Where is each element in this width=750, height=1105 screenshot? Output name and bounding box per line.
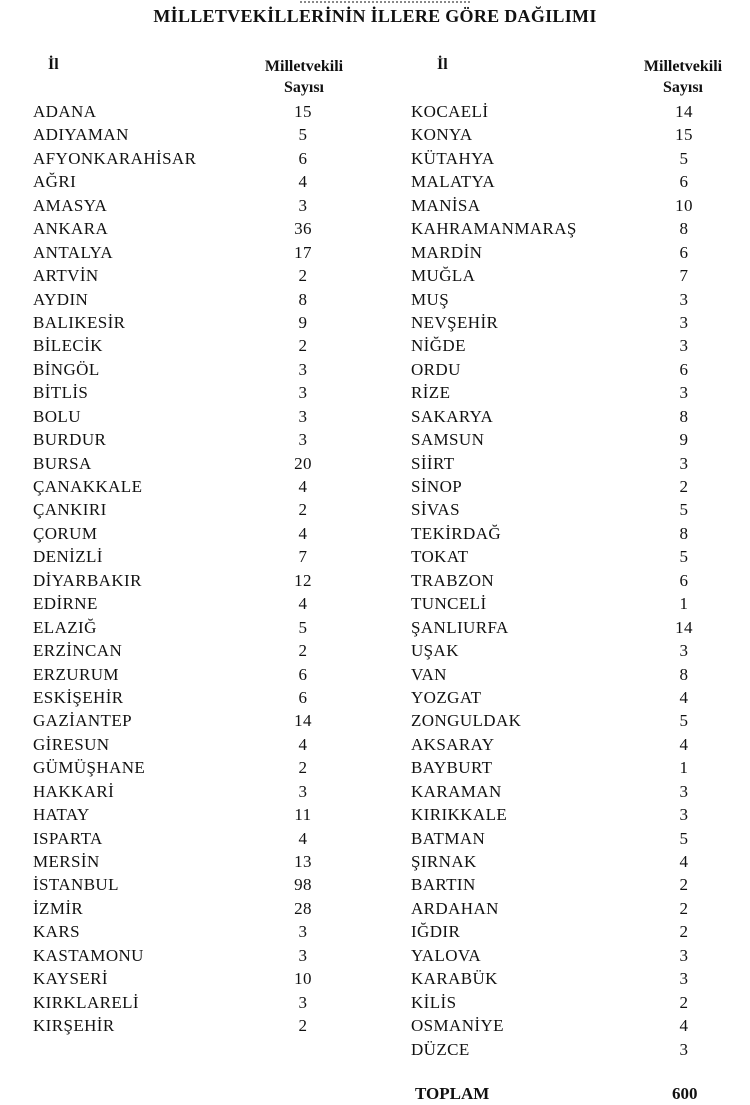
- deputy-count: 6: [298, 687, 308, 707]
- province-name: TOKAT: [411, 547, 469, 567]
- province-list-left: [33, 102, 333, 1040]
- deputy-count: 3: [298, 195, 308, 215]
- province-name: GAZİANTEP: [33, 711, 132, 731]
- province-row: [33, 922, 333, 945]
- deputy-count: 3: [679, 336, 689, 356]
- province-row: [411, 571, 711, 594]
- province-row: [411, 993, 711, 1016]
- province-row: [411, 665, 711, 688]
- deputy-count: 6: [679, 242, 689, 262]
- province-name: MALATYA: [411, 172, 496, 192]
- province-name: ANTALYA: [33, 242, 114, 262]
- deputy-count: 7: [298, 547, 308, 567]
- province-row: [33, 219, 333, 242]
- province-name: ÇANKIRI: [33, 500, 107, 520]
- province-name: AYDIN: [33, 289, 89, 309]
- province-row: [33, 477, 333, 500]
- province-name: VAN: [411, 664, 447, 684]
- header-count-left: [244, 56, 364, 98]
- deputy-count: 3: [298, 945, 308, 965]
- deputy-count: 6: [679, 172, 689, 192]
- province-name: MERSİN: [33, 852, 100, 871]
- province-row: [33, 243, 333, 266]
- province-row: [411, 969, 711, 992]
- deputy-count: 3: [679, 312, 689, 332]
- province-name: DÜZCE: [411, 1039, 470, 1059]
- province-row: [411, 852, 711, 875]
- province-row: [33, 407, 333, 430]
- province-row: [33, 500, 333, 523]
- deputy-count: 2: [679, 922, 689, 942]
- province-name: ADANA: [33, 102, 97, 121]
- deputy-count: 2: [298, 641, 308, 661]
- province-row: [411, 313, 711, 336]
- deputy-count: 2: [679, 477, 689, 496]
- deputy-count: 3: [298, 359, 308, 379]
- province-name: KÜTAHYA: [411, 148, 495, 168]
- province-row: [411, 266, 711, 289]
- province-row: [33, 196, 333, 219]
- deputy-count: 14: [675, 102, 693, 121]
- province-row: [411, 782, 711, 805]
- province-row: [411, 829, 711, 852]
- deputy-count: 4: [679, 852, 689, 871]
- province-name: IĞDIR: [411, 922, 461, 942]
- deputy-count: 8: [679, 523, 689, 543]
- deputy-count: 5: [679, 547, 689, 567]
- province-name: ARTVİN: [33, 266, 99, 286]
- province-name: SİİRT: [411, 453, 455, 473]
- province-name: ŞANLIURFA: [411, 617, 509, 637]
- province-name: ŞIRNAK: [411, 852, 477, 871]
- province-name: RİZE: [411, 383, 451, 403]
- province-row: [411, 500, 711, 523]
- province-row: [33, 665, 333, 688]
- deputy-count: 6: [298, 148, 308, 168]
- province-row: [411, 1016, 711, 1039]
- deputy-count: 4: [298, 594, 308, 614]
- province-row: [411, 922, 711, 945]
- province-row: [411, 524, 711, 547]
- province-name: KIRKLARELİ: [33, 992, 139, 1012]
- deputy-count: 2: [298, 1016, 308, 1036]
- province-name: KİLİS: [411, 992, 457, 1012]
- deputy-count: 3: [679, 945, 689, 965]
- province-name: AMASYA: [33, 195, 108, 215]
- province-row: [33, 641, 333, 664]
- province-name: HATAY: [33, 805, 90, 825]
- deputy-count: 4: [298, 172, 308, 192]
- deputy-count: 4: [679, 687, 689, 707]
- province-name: KARABÜK: [411, 969, 498, 989]
- province-name: DENİZLİ: [33, 547, 103, 567]
- deputy-count: 9: [679, 430, 689, 450]
- deputy-count: 2: [298, 266, 308, 286]
- province-row: [411, 594, 711, 617]
- province-row: [411, 711, 711, 734]
- deputy-count: 2: [679, 875, 689, 895]
- header-count-right-line1: Milletvekili: [643, 58, 723, 75]
- province-row: [411, 196, 711, 219]
- deputy-count: 3: [679, 383, 689, 403]
- province-row: [411, 477, 711, 500]
- deputy-count: 5: [298, 125, 308, 145]
- deputy-count: 6: [298, 664, 308, 684]
- province-row: [33, 829, 333, 852]
- province-name: BURDUR: [33, 430, 107, 450]
- deputy-count: 3: [679, 453, 689, 473]
- province-name: BAYBURT: [411, 758, 493, 778]
- province-name: GİRESUN: [33, 734, 110, 754]
- deputy-count: 4: [298, 828, 308, 848]
- deputy-count: 5: [298, 617, 308, 637]
- province-name: KASTAMONU: [33, 945, 144, 965]
- province-row: [33, 454, 333, 477]
- province-row: [33, 688, 333, 711]
- province-name: NEVŞEHİR: [411, 312, 499, 332]
- province-name: KAHRAMANMARAŞ: [411, 219, 577, 239]
- province-row: [33, 899, 333, 922]
- province-row: [33, 290, 333, 313]
- province-row: [33, 172, 333, 195]
- province-row: [411, 407, 711, 430]
- province-row: [411, 172, 711, 195]
- province-row: [33, 618, 333, 641]
- header-count-right: [623, 56, 743, 98]
- province-name: TEKİRDAĞ: [411, 523, 502, 543]
- header-province-left: İl: [48, 56, 59, 73]
- total-value: 600: [672, 1084, 698, 1103]
- province-name: MUŞ: [411, 289, 450, 309]
- province-row: [33, 993, 333, 1016]
- province-name: KIRŞEHİR: [33, 1016, 115, 1036]
- province-name: KONYA: [411, 125, 473, 145]
- province-name: ÇORUM: [33, 523, 98, 543]
- province-name: KARAMAN: [411, 781, 502, 801]
- deputy-count: 28: [294, 898, 312, 918]
- province-name: KOCAELİ: [411, 102, 489, 121]
- province-row: [33, 524, 333, 547]
- province-name: BİLECİK: [33, 336, 103, 356]
- province-row: [33, 102, 333, 125]
- deputy-count: 4: [298, 734, 308, 754]
- province-row: [411, 102, 711, 125]
- province-row: [411, 219, 711, 242]
- province-row: [411, 946, 711, 969]
- province-row: [411, 243, 711, 266]
- deputy-count: 15: [675, 125, 693, 145]
- deputy-count: 1: [679, 758, 689, 778]
- province-row: [411, 336, 711, 359]
- deputy-count: 3: [679, 969, 689, 989]
- province-row: [33, 782, 333, 805]
- province-row: [33, 594, 333, 617]
- province-name: ELAZIĞ: [33, 617, 97, 637]
- deputy-count: 10: [675, 195, 693, 215]
- province-row: [411, 1040, 711, 1063]
- province-row: [411, 758, 711, 781]
- province-row: [411, 125, 711, 148]
- deputy-count: 4: [298, 477, 308, 496]
- deputy-count: 14: [294, 711, 312, 731]
- deputy-count: 5: [679, 711, 689, 731]
- province-name: BARTIN: [411, 875, 476, 895]
- province-name: BURSA: [33, 453, 92, 473]
- province-row: [33, 969, 333, 992]
- province-name: AKSARAY: [411, 734, 495, 754]
- deputy-count: 14: [675, 617, 693, 637]
- province-name: BİTLİS: [33, 383, 89, 403]
- province-row: [33, 1016, 333, 1039]
- province-row: [33, 149, 333, 172]
- deputy-count: 4: [298, 523, 308, 543]
- deputy-count: 3: [298, 781, 308, 801]
- province-row: [33, 875, 333, 898]
- deputy-count: 5: [679, 828, 689, 848]
- province-name: MANİSA: [411, 195, 481, 215]
- province-name: SAMSUN: [411, 430, 485, 450]
- deputy-count: 1: [679, 594, 689, 614]
- province-name: BOLU: [33, 406, 81, 426]
- province-row: [411, 430, 711, 453]
- province-name: OSMANİYE: [411, 1016, 504, 1036]
- province-row: [411, 149, 711, 172]
- deputy-count: 8: [679, 219, 689, 239]
- province-row: [33, 125, 333, 148]
- province-row: [33, 360, 333, 383]
- province-row: [33, 383, 333, 406]
- province-name: GÜMÜŞHANE: [33, 758, 146, 778]
- deputy-count: 36: [294, 219, 312, 239]
- total-label: TOPLAM: [415, 1084, 490, 1103]
- province-name: KARS: [33, 922, 80, 942]
- deputy-count: 3: [679, 641, 689, 661]
- province-name: ARDAHAN: [411, 898, 499, 918]
- deputy-count: 7: [679, 266, 689, 286]
- deputy-count: 8: [679, 406, 689, 426]
- province-name: EDİRNE: [33, 594, 98, 614]
- province-row: [411, 360, 711, 383]
- header-count-left-line1: Milletvekili: [264, 58, 344, 75]
- province-row: [33, 946, 333, 969]
- province-row: [33, 711, 333, 734]
- province-name: ÇANAKKALE: [33, 477, 143, 496]
- province-name: İSTANBUL: [33, 875, 119, 895]
- province-name: YOZGAT: [411, 687, 482, 707]
- province-row: [33, 336, 333, 359]
- province-name: MUĞLA: [411, 266, 476, 286]
- deputy-count: 3: [298, 430, 308, 450]
- province-row: [411, 875, 711, 898]
- province-name: TUNCELİ: [411, 594, 487, 614]
- province-row: [411, 641, 711, 664]
- deputy-count: 2: [679, 992, 689, 1012]
- deputy-count: 20: [294, 453, 312, 473]
- province-name: SİVAS: [411, 500, 460, 520]
- province-row: [411, 547, 711, 570]
- province-name: HAKKARİ: [33, 781, 115, 801]
- province-row: [33, 571, 333, 594]
- province-name: MARDİN: [411, 242, 483, 262]
- province-row: [33, 266, 333, 289]
- deputy-count: 17: [294, 242, 312, 262]
- header-count-left-line2: Sayısı: [283, 79, 324, 96]
- province-row: [411, 899, 711, 922]
- province-name: TRABZON: [411, 570, 495, 590]
- deputy-count: 5: [679, 148, 689, 168]
- province-name: UŞAK: [411, 641, 459, 661]
- province-name: İZMİR: [33, 898, 84, 918]
- province-row: [33, 313, 333, 336]
- deputy-count: 3: [679, 805, 689, 825]
- province-name: KAYSERİ: [33, 969, 108, 989]
- province-name: BATMAN: [411, 828, 486, 848]
- deputy-count: 2: [298, 758, 308, 778]
- deputy-count: 15: [294, 102, 312, 121]
- province-name: ADIYAMAN: [33, 125, 129, 145]
- province-name: ISPARTA: [33, 828, 103, 848]
- province-name: SİNOP: [411, 477, 463, 496]
- province-name: ZONGULDAK: [411, 711, 522, 731]
- deputy-count: 8: [679, 664, 689, 684]
- province-name: AĞRI: [33, 172, 77, 192]
- province-name: ERZİNCAN: [33, 641, 123, 661]
- province-row: [411, 688, 711, 711]
- header-province-right: İl: [437, 56, 448, 73]
- deputy-count: 3: [298, 922, 308, 942]
- deputy-count: 2: [298, 500, 308, 520]
- province-name: KIRIKKALE: [411, 805, 508, 825]
- province-name: YALOVA: [411, 945, 482, 965]
- deputy-count: 3: [679, 781, 689, 801]
- province-row: [33, 547, 333, 570]
- deputy-count: 10: [294, 969, 312, 989]
- deputy-count: 3: [298, 383, 308, 403]
- deputy-count: 3: [679, 1039, 689, 1059]
- province-name: ESKİŞEHİR: [33, 687, 124, 707]
- province-row: [33, 430, 333, 453]
- province-name: NİĞDE: [411, 336, 466, 356]
- province-name: ORDU: [411, 359, 461, 379]
- province-row: [33, 758, 333, 781]
- province-row: [33, 805, 333, 828]
- header-count-right-line2: Sayısı: [662, 79, 703, 96]
- province-row: [411, 618, 711, 641]
- province-name: AFYONKARAHİSAR: [33, 148, 197, 168]
- province-row: [411, 735, 711, 758]
- deputy-count: 4: [679, 734, 689, 754]
- province-row: [33, 852, 333, 875]
- deputy-count: 6: [679, 359, 689, 379]
- deputy-count: 98: [294, 875, 312, 895]
- province-row: [411, 805, 711, 828]
- page-title: MİLLETVEKİLLERİNİN İLLERE GÖRE DAĞILIMI: [0, 6, 750, 27]
- deputy-count: 8: [298, 289, 308, 309]
- deputy-count: 3: [298, 406, 308, 426]
- deputy-count: 13: [294, 852, 312, 871]
- province-row: [411, 290, 711, 313]
- deputy-count: 2: [298, 336, 308, 356]
- province-name: ERZURUM: [33, 664, 119, 684]
- deputy-count: 9: [298, 312, 308, 332]
- deputy-count: 11: [294, 805, 312, 825]
- province-name: BİNGÖL: [33, 359, 100, 379]
- deputy-count: 3: [298, 992, 308, 1012]
- deputy-count: 12: [294, 570, 312, 590]
- province-row: [33, 735, 333, 758]
- province-name: BALIKESİR: [33, 312, 126, 332]
- province-name: DİYARBAKIR: [33, 570, 142, 590]
- province-row: [411, 383, 711, 406]
- deputy-count: 3: [679, 289, 689, 309]
- deputy-count: 2: [679, 898, 689, 918]
- deputy-count: 4: [679, 1016, 689, 1036]
- deputy-count: 5: [679, 500, 689, 520]
- province-list-right: [411, 102, 711, 1063]
- province-name: ANKARA: [33, 219, 109, 239]
- province-name: SAKARYA: [411, 406, 494, 426]
- deputy-count: 6: [679, 570, 689, 590]
- province-row: [411, 454, 711, 477]
